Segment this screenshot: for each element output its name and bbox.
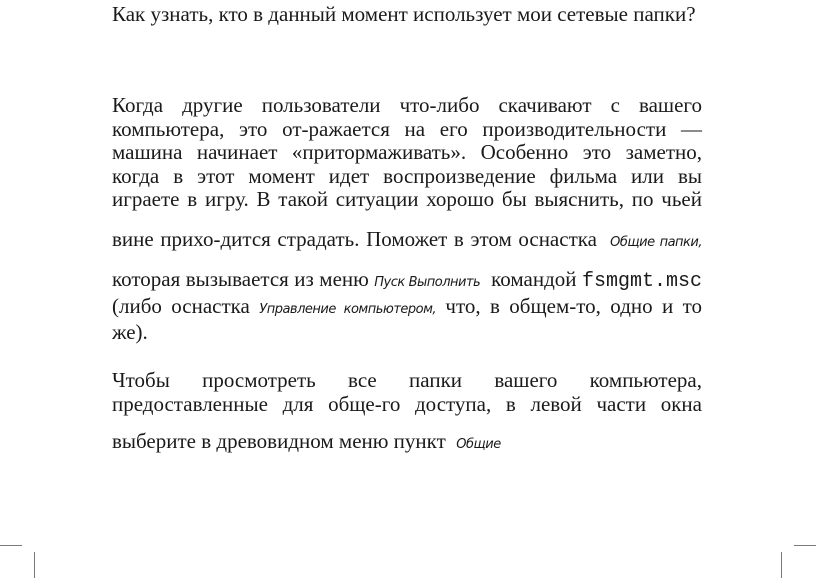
document-title: Как узнать, кто в данный момент использует мои сетевые папки? bbox=[112, 2, 696, 26]
paragraph-1-text-b: которая вызывается из меню bbox=[112, 267, 369, 291]
command-fsmgmt: fsmgmt.msc bbox=[582, 270, 703, 293]
crop-mark-right-vertical bbox=[781, 552, 782, 578]
paragraph-1-text-e: что, в общем-то, одно и то же). bbox=[112, 293, 703, 344]
menu-path-run: Пуск Выполнить bbox=[374, 275, 481, 290]
paragraph-1-text-a: Когда другие пользователи что-либо скачивают с вашего компьютера, это от-ражается на его производительности — машина начинает «притормаживать». Особенно это заметно, когда в этот момент идет воспроизведение фильма или вы играете в игру. В такой ситуации хорошо бы выяснить, по чьей вине прихо-дится страдать. Поможет в этом оснастка bbox=[112, 93, 702, 251]
paragraph-2 bbox=[112, 369, 702, 457]
crop-mark-left-vertical bbox=[34, 552, 35, 578]
paragraph-1 bbox=[112, 94, 702, 345]
tree-item-shared: Общие bbox=[456, 437, 501, 452]
crop-mark-left-horizontal bbox=[0, 545, 22, 546]
crop-mark-right-horizontal bbox=[794, 545, 816, 546]
snapin-computer-management: Управление компьютером, bbox=[259, 301, 437, 317]
paragraph-2-text-a: Чтобы просмотреть все папки вашего компьютера, предоставленные для обще-го доступа, в левой части окна выберите в древовидном меню пункт bbox=[112, 368, 702, 453]
paragraph-1-text-c: командой bbox=[491, 267, 577, 291]
snapin-shared-folders: Общие папки, bbox=[610, 234, 702, 250]
document-page bbox=[112, 0, 703, 453]
paragraph-1-text-d: (либо оснастка bbox=[112, 293, 250, 318]
